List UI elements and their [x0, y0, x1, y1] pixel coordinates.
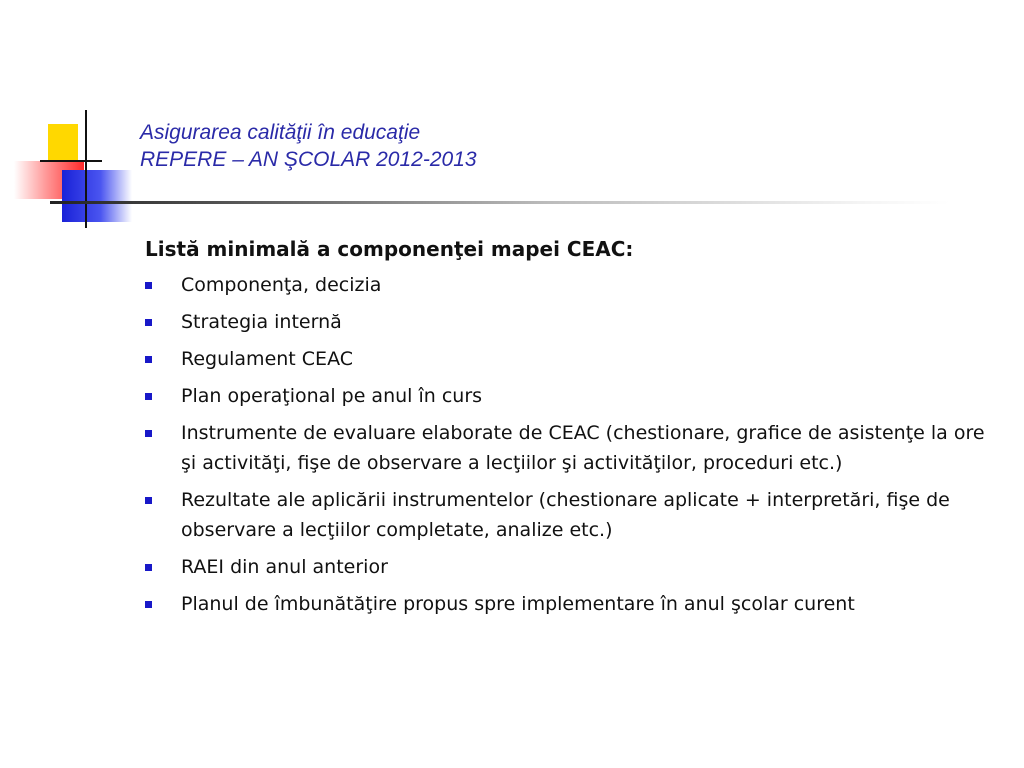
yellow-square — [48, 124, 78, 162]
square-bullet-icon — [145, 430, 152, 437]
square-bullet-icon — [145, 356, 152, 363]
list-item — [145, 307, 995, 337]
list-item — [145, 418, 995, 478]
square-bullet-icon — [145, 564, 152, 571]
content-heading: Listă minimală a componenţei mapei CEAC: — [145, 237, 634, 261]
list-item-text: RAEI din anul anterior — [181, 556, 388, 578]
slide-content — [145, 232, 995, 626]
square-bullet-icon — [145, 497, 152, 504]
blue-gradient-square — [62, 170, 132, 222]
list-item-text: Componenţa, decizia — [181, 274, 382, 296]
square-bullet-icon — [145, 319, 152, 326]
header-rule — [50, 201, 950, 204]
list-item-text: Strategia internă — [181, 311, 342, 333]
list-item — [145, 485, 995, 545]
list-item — [145, 270, 995, 300]
title-line-1: Asigurarea calităţii în educaţie — [140, 121, 421, 144]
list-item-text: Instrumente de evaluare elaborate de CEAC (chestionare, grafice de asistenţe la ore şi activităţi, fişe de observare a lecţiilor şi activităţilor, proceduri etc.) — [181, 422, 985, 474]
list-item — [145, 589, 995, 619]
title-line-2: REPERE – AN ŞCOLAR 2012-2013 — [140, 148, 477, 171]
horizontal-divider-line — [40, 160, 102, 162]
list-item — [145, 552, 995, 582]
color-blocks-logo-icon — [0, 0, 140, 240]
square-bullet-icon — [145, 601, 152, 608]
list-item-text: Planul de îmbunătăţire propus spre implementare în anul şcolar curent — [181, 593, 855, 615]
list-item — [145, 381, 995, 411]
square-bullet-icon — [145, 393, 152, 400]
list-item-text: Regulament CEAC — [181, 348, 353, 370]
vertical-divider-line — [85, 110, 87, 228]
list-item-text: Plan operaţional pe anul în curs — [181, 385, 483, 407]
list-item — [145, 344, 995, 374]
square-bullet-icon — [145, 282, 152, 289]
slide-title — [140, 119, 477, 173]
bullet-list — [145, 270, 995, 619]
list-item-text: Rezultate ale aplicării instrumentelor (chestionare aplicate + interpretări, fişe de observare a lecţiilor completate, analize etc.) — [181, 489, 950, 541]
